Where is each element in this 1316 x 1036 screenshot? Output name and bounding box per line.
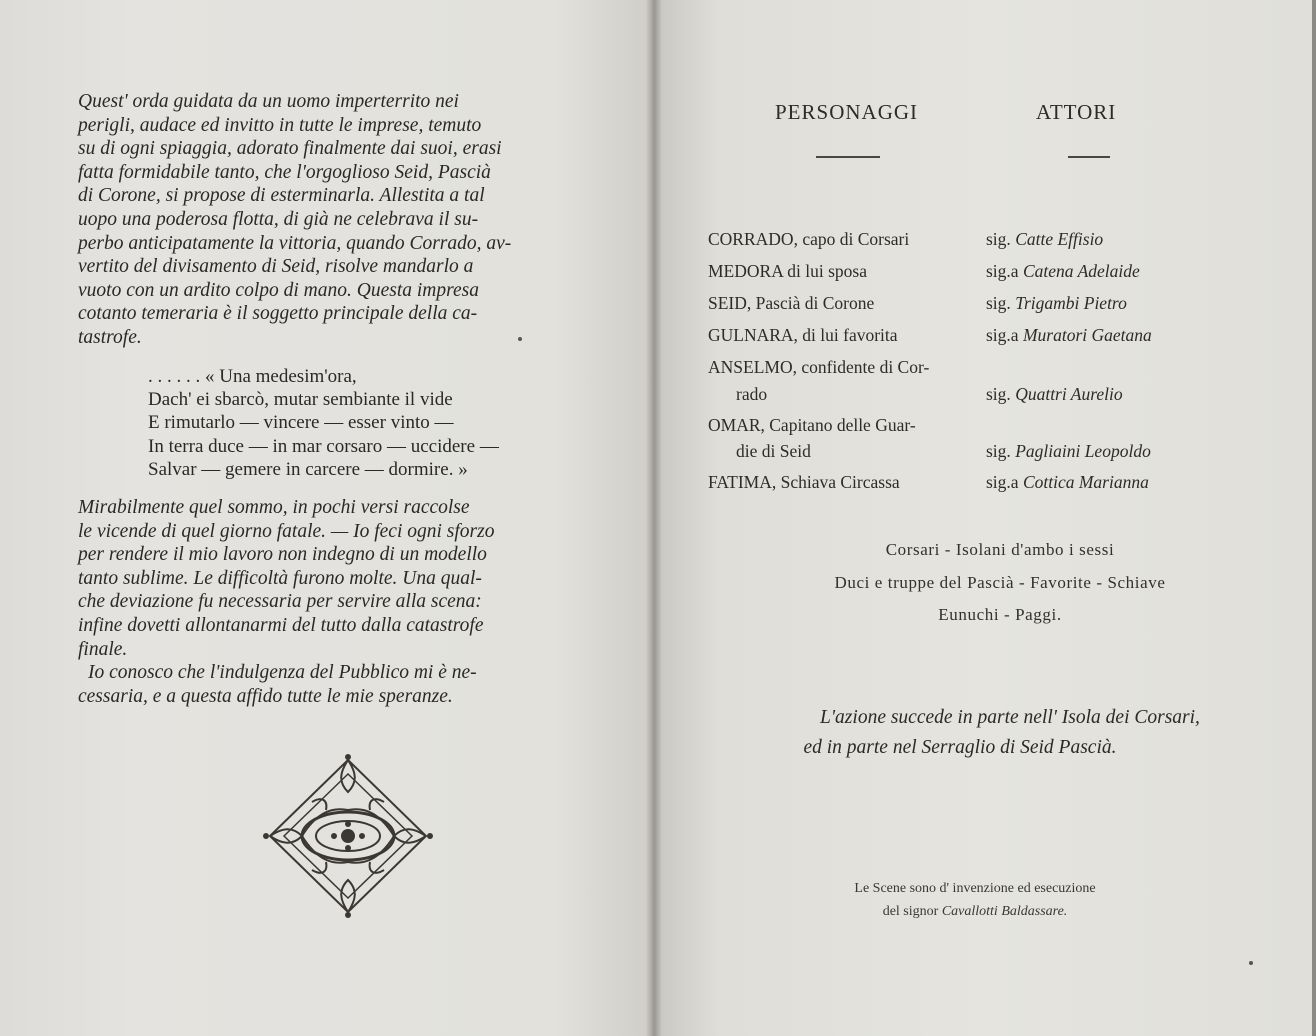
text-line: Quest' orda guidata da un uomo imperterrito nei <box>78 91 459 112</box>
scenery-credit: del signor Cavallotti Baldassare. <box>882 904 1068 919</box>
text-line: Mirabilmente quel sommo, in pochi versi raccolse <box>78 497 470 518</box>
cast-actor: sig. Pagliaini Leopoldo <box>986 441 1151 461</box>
cast-actor: sig.a Muratori Gaetana <box>986 325 1152 345</box>
heading-rule <box>1068 156 1110 158</box>
cast-actor: sig. Catte Effisio <box>986 229 1104 249</box>
cast-role: SEID, Pascià di Corone <box>708 293 875 313</box>
ink-spot <box>1249 961 1253 965</box>
verse-line: In terra duce — in mar corsaro — uccidere — <box>148 435 499 457</box>
cast-role: CORRADO, capo di Corsari <box>708 229 910 249</box>
setting-line: L'azione succede in parte nell' Isola dei Corsari, <box>820 707 1200 728</box>
cast-role: MEDORA di lui sposa <box>708 261 867 281</box>
text-line: cotanto temeraria è il soggetto principale della ca- <box>78 303 478 325</box>
setting-line: ed in parte nel Serraglio di Seid Pascià. <box>803 737 1117 758</box>
left-page <box>0 0 654 1036</box>
text-line: fatta formidabile tanto, che l'orgoglioso Seid, Pascià <box>78 161 491 183</box>
text-line: perbo anticipatamente la vittoria, quando Corrado, av- <box>78 232 512 254</box>
cast-role: OMAR, Capitano delle Guar- <box>708 415 916 435</box>
attori-heading: ATTORI <box>1036 100 1117 124</box>
verse-line: E rimutarlo — vincere — esser vinto — <box>148 412 454 434</box>
text-line: finale. <box>78 638 128 660</box>
floral-ornament-icon <box>262 752 434 920</box>
ink-spot <box>518 337 522 341</box>
scenery-credit: Le Scene sono d' invenzione ed esecuzione <box>854 881 1096 896</box>
text-line: vuoto con un ardito colpo di mano. Questa impresa <box>78 279 479 301</box>
text-line: perigli, audace ed invitto in tutte le imprese, temuto <box>78 114 482 136</box>
text-line: cessaria, e a questa affido tutte le mie speranze. <box>78 685 453 707</box>
heading-rule <box>816 156 880 158</box>
cast-role: ANSELMO, confidente di Cor- <box>708 357 930 377</box>
cast-actor: sig. Quattri Aurelio <box>986 384 1123 404</box>
text-line: infine dovetti allontanarmi del tutto dalla catastrofe <box>78 614 484 636</box>
text-line: per rendere il mio lavoro non indegno di un modello <box>78 544 487 566</box>
text-line: tastrofe. <box>78 326 142 348</box>
verse-line: Dach' ei sbarcò, mutar sembiante il vide <box>148 389 453 411</box>
intro-paragraph <box>78 90 608 350</box>
text-line: Io conosco che l'indulgenza del Pubblico mi è ne- <box>88 662 477 683</box>
cast-role: FATIMA, Schiava Circassa <box>708 472 900 492</box>
personaggi-heading: PERSONAGGI <box>775 100 919 124</box>
cast-actor: sig.a Cottica Marianna <box>986 472 1149 492</box>
text-line: tanto sublime. Le difficoltà furono molte. Una qual- <box>78 567 482 589</box>
cast-actor: sig.a Catena Adelaide <box>986 261 1140 281</box>
text-line: che deviazione fu necessaria per servire alla scena: <box>78 591 482 613</box>
second-paragraph <box>78 496 608 661</box>
chorus-line: Duci e truppe del Pascià - Favorite - Schiave <box>834 573 1166 592</box>
text-line: su di ogni spiaggia, adorato finalmente dai suoi, erasi <box>78 138 502 160</box>
cast-actor: sig. Trigambi Pietro <box>986 293 1127 313</box>
verse-line: Salvar — gemere in carcere — dormire. » <box>148 458 468 480</box>
chorus-line: Eunuchi - Paggi. <box>938 605 1062 624</box>
closing-paragraph <box>78 661 608 708</box>
text-line: uopo una poderosa flotta, di già ne celebrava il su- <box>78 208 479 230</box>
quoted-verse <box>148 365 499 481</box>
cast-role: GULNARA, di lui favorita <box>708 325 898 345</box>
text-line: vertito del divisamento di Seid, risolve mandarlo a <box>78 256 474 278</box>
cast-role-continued: rado <box>736 384 768 404</box>
verse-line: . . . . . . « Una medesim'ora, <box>148 366 357 387</box>
text-line: le vicende di quel giorno fatale. — Io feci ogni sforzo <box>78 520 495 542</box>
book-gutter <box>646 0 662 1036</box>
chorus-line: Corsari - Isolani d'ambo i sessi <box>885 540 1115 559</box>
cast-role-continued: die di Seid <box>736 441 811 461</box>
text-line: di Corone, si propose di esterminarla. Allestita a tal <box>78 185 485 207</box>
